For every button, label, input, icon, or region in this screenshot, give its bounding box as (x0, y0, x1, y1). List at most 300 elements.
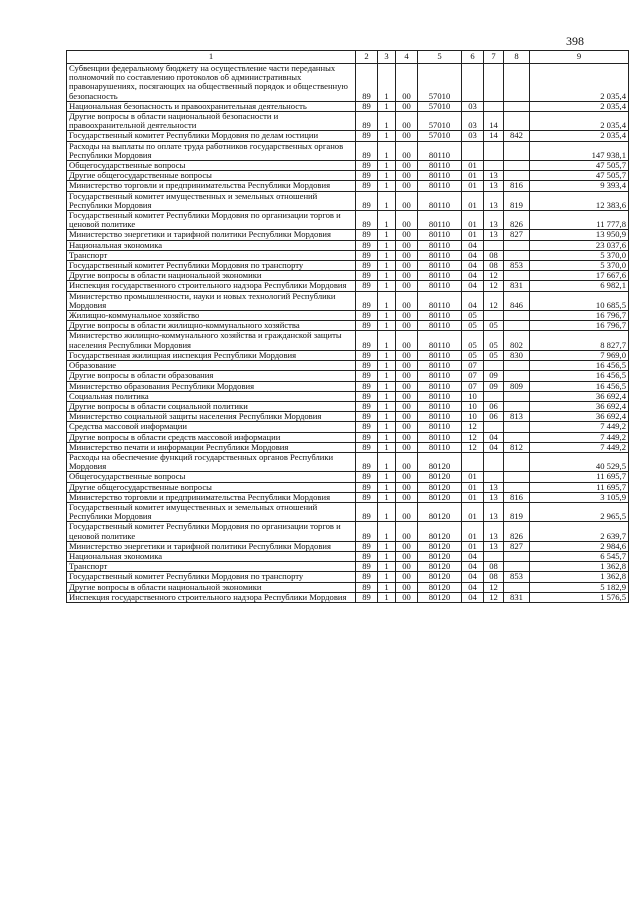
header-col-8: 8 (504, 51, 530, 64)
cell-col-5: 80120 (418, 482, 462, 492)
cell-col-7: 12 (484, 291, 504, 310)
cell-name: Государственный комитет Республики Мордовия по транспорту (67, 572, 356, 582)
header-col-4: 4 (396, 51, 418, 64)
cell-col-5: 80110 (418, 401, 462, 411)
cell-col-4: 00 (396, 240, 418, 250)
cell-col-3: 1 (378, 391, 396, 401)
cell-col-8 (504, 391, 530, 401)
cell-col-7: 04 (484, 432, 504, 442)
cell-name: Транспорт (67, 250, 356, 260)
cell-col-2: 89 (356, 502, 378, 521)
cell-col-7 (484, 311, 504, 321)
cell-col-3: 1 (378, 412, 396, 422)
cell-col-8: 831 (504, 592, 530, 602)
cell-col-8 (504, 551, 530, 561)
cell-col-5: 80110 (418, 211, 462, 230)
cell-col-4: 00 (396, 492, 418, 502)
table-row (67, 401, 629, 411)
cell-col-6: 10 (462, 412, 484, 422)
cell-col-4: 00 (396, 161, 418, 171)
cell-col-5: 57010 (418, 131, 462, 141)
cell-col-2: 89 (356, 541, 378, 551)
cell-col-5: 80110 (418, 141, 462, 160)
cell-col-5: 80120 (418, 452, 462, 471)
cell-col-7: 13 (484, 211, 504, 230)
cell-col-6: 04 (462, 250, 484, 260)
cell-col-8 (504, 64, 530, 102)
header-col-7: 7 (484, 51, 504, 64)
cell-col-4: 00 (396, 522, 418, 541)
cell-col-5: 80120 (418, 582, 462, 592)
cell-col-8: 819 (504, 502, 530, 521)
cell-col-7 (484, 240, 504, 250)
cell-col-6 (462, 141, 484, 160)
table-row (67, 562, 629, 572)
cell-amount: 3 105,9 (530, 492, 629, 502)
cell-col-5: 80120 (418, 562, 462, 572)
cell-amount: 23 037,6 (530, 240, 629, 250)
cell-col-4: 00 (396, 541, 418, 551)
cell-col-3: 1 (378, 482, 396, 492)
cell-amount: 17 667,6 (530, 271, 629, 281)
cell-col-6: 03 (462, 101, 484, 111)
cell-col-8: 802 (504, 331, 530, 350)
cell-col-3: 1 (378, 181, 396, 191)
cell-col-7: 12 (484, 281, 504, 291)
cell-col-2: 89 (356, 582, 378, 592)
cell-col-7 (484, 551, 504, 561)
cell-name: Субвенции федеральному бюджету на осуществление части переданных полномочий по составлению протоколов об административных правонарушениях, посягающих на общественный порядок и общественную безопасность (67, 64, 356, 102)
table-row (67, 371, 629, 381)
cell-col-5: 80110 (418, 432, 462, 442)
cell-col-2: 89 (356, 442, 378, 452)
cell-col-8: 809 (504, 381, 530, 391)
cell-col-8 (504, 311, 530, 321)
cell-name: Министерство энергетики и тарифной политики Республики Мордовия (67, 230, 356, 240)
table-row (67, 240, 629, 250)
cell-col-3: 1 (378, 191, 396, 210)
cell-col-6: 01 (462, 502, 484, 521)
cell-col-7: 08 (484, 250, 504, 260)
cell-amount: 5 370,0 (530, 250, 629, 260)
table-body (67, 64, 629, 603)
cell-col-4: 00 (396, 112, 418, 131)
table-row (67, 281, 629, 291)
cell-col-2: 89 (356, 240, 378, 250)
table-row (67, 291, 629, 310)
cell-amount: 10 685,5 (530, 291, 629, 310)
cell-col-6: 12 (462, 432, 484, 442)
cell-col-3: 1 (378, 112, 396, 131)
cell-col-2: 89 (356, 161, 378, 171)
cell-col-8 (504, 101, 530, 111)
cell-col-8: 826 (504, 211, 530, 230)
cell-col-3: 1 (378, 522, 396, 541)
cell-col-5: 57010 (418, 112, 462, 131)
cell-col-6: 01 (462, 492, 484, 502)
cell-col-6 (462, 64, 484, 102)
cell-col-7 (484, 101, 504, 111)
cell-col-7: 06 (484, 401, 504, 411)
cell-col-2: 89 (356, 412, 378, 422)
cell-col-7: 12 (484, 582, 504, 592)
cell-name: Другие вопросы в области национальной безопасности и правоохранительной деятельности (67, 112, 356, 131)
cell-col-2: 89 (356, 391, 378, 401)
cell-col-3: 1 (378, 541, 396, 551)
cell-col-5: 80110 (418, 422, 462, 432)
cell-col-8: 826 (504, 522, 530, 541)
cell-col-4: 00 (396, 412, 418, 422)
cell-name: Социальная политика (67, 391, 356, 401)
cell-amount: 11 695,7 (530, 472, 629, 482)
cell-col-5: 80120 (418, 472, 462, 482)
cell-col-5: 80110 (418, 291, 462, 310)
cell-name: Министерство социальной защиты населения Республики Мордовия (67, 412, 356, 422)
cell-col-6: 03 (462, 112, 484, 131)
cell-col-2: 89 (356, 321, 378, 331)
cell-name: Инспекция государственного строительного надзора Республики Мордовия (67, 281, 356, 291)
cell-col-7: 08 (484, 572, 504, 582)
cell-col-2: 89 (356, 281, 378, 291)
table-header-row (67, 51, 629, 64)
cell-col-5: 80110 (418, 171, 462, 181)
cell-col-8 (504, 401, 530, 411)
cell-amount: 5 182,9 (530, 582, 629, 592)
cell-col-6: 04 (462, 240, 484, 250)
cell-name: Инспекция государственного строительного надзора Республики Мордовия (67, 592, 356, 602)
cell-col-2: 89 (356, 64, 378, 102)
table-row (67, 321, 629, 331)
table-row (67, 472, 629, 482)
table-row (67, 250, 629, 260)
cell-col-4: 00 (396, 482, 418, 492)
cell-amount: 7 449,2 (530, 422, 629, 432)
cell-name: Жилищно-коммунальное хозяйство (67, 311, 356, 321)
cell-name: Расходы на обеспечение функций государственных органов Республики Мордовия (67, 452, 356, 471)
cell-name: Общегосударственные вопросы (67, 161, 356, 171)
table-row (67, 452, 629, 471)
table-row (67, 442, 629, 452)
cell-name: Национальная экономика (67, 240, 356, 250)
cell-col-6: 01 (462, 161, 484, 171)
cell-col-4: 00 (396, 502, 418, 521)
cell-col-6: 01 (462, 181, 484, 191)
cell-col-6: 01 (462, 482, 484, 492)
cell-col-8: 819 (504, 191, 530, 210)
cell-col-8 (504, 112, 530, 131)
cell-col-4: 00 (396, 281, 418, 291)
cell-amount: 36 692,4 (530, 401, 629, 411)
cell-col-3: 1 (378, 401, 396, 411)
table-row (67, 211, 629, 230)
cell-col-4: 00 (396, 131, 418, 141)
cell-col-4: 00 (396, 321, 418, 331)
cell-name: Государственный комитет Республики Мордовия по организации торгов и ценовой политике (67, 211, 356, 230)
cell-name: Национальная безопасность и правоохранительная деятельность (67, 101, 356, 111)
cell-col-8: 853 (504, 572, 530, 582)
cell-name: Министерство жилищно-коммунального хозяйства и гражданской защиты населения Республики Мордовия (67, 331, 356, 350)
cell-amount: 2 035,4 (530, 112, 629, 131)
cell-col-3: 1 (378, 582, 396, 592)
cell-col-3: 1 (378, 371, 396, 381)
cell-col-4: 00 (396, 361, 418, 371)
cell-name: Другие общегосударственные вопросы (67, 171, 356, 181)
cell-col-6: 05 (462, 331, 484, 350)
cell-col-7 (484, 361, 504, 371)
cell-col-8: 816 (504, 181, 530, 191)
cell-name: Другие общегосударственные вопросы (67, 482, 356, 492)
cell-col-4: 00 (396, 582, 418, 592)
table-row (67, 181, 629, 191)
cell-col-8: 827 (504, 541, 530, 551)
cell-col-5: 80120 (418, 572, 462, 582)
cell-name: Транспорт (67, 562, 356, 572)
cell-name: Государственный комитет имущественных и земельных отношений Республики Мордовия (67, 502, 356, 521)
cell-col-4: 00 (396, 472, 418, 482)
cell-col-4: 00 (396, 381, 418, 391)
table-row (67, 112, 629, 131)
cell-col-2: 89 (356, 361, 378, 371)
cell-col-4: 00 (396, 331, 418, 350)
cell-col-6: 04 (462, 562, 484, 572)
cell-col-6: 04 (462, 271, 484, 281)
table-row (67, 191, 629, 210)
table-row (67, 131, 629, 141)
cell-col-2: 89 (356, 271, 378, 281)
cell-col-5: 80110 (418, 350, 462, 360)
table-row (67, 592, 629, 602)
cell-col-7 (484, 161, 504, 171)
cell-col-4: 00 (396, 401, 418, 411)
cell-col-5: 80120 (418, 551, 462, 561)
cell-col-3: 1 (378, 311, 396, 321)
cell-amount: 8 827,7 (530, 331, 629, 350)
cell-col-6: 12 (462, 442, 484, 452)
cell-amount: 2 035,4 (530, 101, 629, 111)
cell-col-2: 89 (356, 112, 378, 131)
cell-amount: 5 370,0 (530, 261, 629, 271)
cell-col-2: 89 (356, 572, 378, 582)
cell-amount: 2 965,5 (530, 502, 629, 521)
cell-col-8: 812 (504, 442, 530, 452)
cell-col-7: 06 (484, 412, 504, 422)
cell-col-2: 89 (356, 482, 378, 492)
table-row (67, 361, 629, 371)
cell-name: Другие вопросы в области средств массовой информации (67, 432, 356, 442)
cell-col-4: 00 (396, 181, 418, 191)
cell-col-8: 853 (504, 261, 530, 271)
cell-col-3: 1 (378, 171, 396, 181)
cell-name: Другие вопросы в области жилищно-коммунального хозяйства (67, 321, 356, 331)
cell-col-2: 89 (356, 371, 378, 381)
cell-col-5: 80110 (418, 271, 462, 281)
cell-amount: 16 456,5 (530, 381, 629, 391)
cell-col-2: 89 (356, 181, 378, 191)
cell-col-5: 80110 (418, 371, 462, 381)
cell-amount: 16 456,5 (530, 361, 629, 371)
cell-col-6: 12 (462, 422, 484, 432)
cell-col-4: 00 (396, 551, 418, 561)
cell-col-4: 00 (396, 432, 418, 442)
cell-amount: 1 362,8 (530, 572, 629, 582)
cell-col-5: 80110 (418, 442, 462, 452)
cell-col-7: 05 (484, 350, 504, 360)
cell-col-4: 00 (396, 171, 418, 181)
cell-col-6: 04 (462, 261, 484, 271)
cell-col-2: 89 (356, 472, 378, 482)
cell-col-5: 80120 (418, 541, 462, 551)
cell-col-4: 00 (396, 562, 418, 572)
cell-col-5: 80110 (418, 161, 462, 171)
cell-name: Общегосударственные вопросы (67, 472, 356, 482)
cell-col-6: 07 (462, 381, 484, 391)
cell-col-7 (484, 391, 504, 401)
cell-col-7: 13 (484, 191, 504, 210)
cell-col-4: 00 (396, 422, 418, 432)
table-row (67, 492, 629, 502)
cell-col-6: 04 (462, 582, 484, 592)
cell-col-7 (484, 452, 504, 471)
cell-col-3: 1 (378, 211, 396, 230)
cell-col-2: 89 (356, 432, 378, 442)
table-row (67, 551, 629, 561)
cell-col-8: 842 (504, 131, 530, 141)
cell-col-7: 09 (484, 381, 504, 391)
cell-col-2: 89 (356, 452, 378, 471)
cell-col-2: 89 (356, 141, 378, 160)
cell-col-8: 827 (504, 230, 530, 240)
cell-name: Другие вопросы в области национальной экономики (67, 271, 356, 281)
cell-amount: 7 969,0 (530, 350, 629, 360)
cell-col-3: 1 (378, 381, 396, 391)
cell-amount: 2 984,6 (530, 541, 629, 551)
cell-col-6: 10 (462, 391, 484, 401)
cell-col-7: 05 (484, 331, 504, 350)
cell-col-2: 89 (356, 381, 378, 391)
cell-col-2: 89 (356, 592, 378, 602)
cell-col-3: 1 (378, 291, 396, 310)
cell-name: Государственная жилищная инспекция Республики Мордовия (67, 350, 356, 360)
header-col-2: 2 (356, 51, 378, 64)
cell-amount: 16 796,7 (530, 311, 629, 321)
cell-col-6: 04 (462, 592, 484, 602)
cell-col-6: 03 (462, 131, 484, 141)
cell-col-8: 831 (504, 281, 530, 291)
cell-col-6: 04 (462, 281, 484, 291)
cell-col-3: 1 (378, 64, 396, 102)
cell-col-5: 80110 (418, 381, 462, 391)
cell-col-6: 01 (462, 211, 484, 230)
cell-col-5: 80120 (418, 502, 462, 521)
cell-amount: 13 950,9 (530, 230, 629, 240)
cell-col-3: 1 (378, 281, 396, 291)
cell-name: Министерство торговли и предпринимательства Республики Мордовия (67, 492, 356, 502)
cell-col-6: 01 (462, 191, 484, 210)
budget-table (66, 50, 629, 603)
cell-amount: 1 362,8 (530, 562, 629, 572)
cell-col-4: 00 (396, 442, 418, 452)
cell-col-2: 89 (356, 291, 378, 310)
cell-col-6: 05 (462, 350, 484, 360)
cell-col-8 (504, 171, 530, 181)
cell-col-7: 13 (484, 171, 504, 181)
cell-col-6: 01 (462, 522, 484, 541)
cell-col-2: 89 (356, 522, 378, 541)
cell-col-5: 57010 (418, 64, 462, 102)
cell-col-8 (504, 250, 530, 260)
table-row (67, 331, 629, 350)
cell-name: Министерство энергетики и тарифной политики Республики Мордовия (67, 541, 356, 551)
cell-col-5: 80110 (418, 191, 462, 210)
cell-col-2: 89 (356, 350, 378, 360)
cell-col-3: 1 (378, 250, 396, 260)
cell-col-5: 80110 (418, 321, 462, 331)
cell-amount: 16 796,7 (530, 321, 629, 331)
cell-col-8 (504, 371, 530, 381)
table-row (67, 101, 629, 111)
cell-col-4: 00 (396, 311, 418, 321)
cell-name: Государственный комитет Республики Мордовия по транспорту (67, 261, 356, 271)
cell-col-8 (504, 472, 530, 482)
cell-col-7: 13 (484, 502, 504, 521)
cell-col-2: 89 (356, 422, 378, 432)
cell-col-5: 80120 (418, 492, 462, 502)
cell-amount: 12 383,6 (530, 191, 629, 210)
cell-col-6: 10 (462, 401, 484, 411)
cell-col-7: 13 (484, 541, 504, 551)
cell-name: Другие вопросы в области социальной политики (67, 401, 356, 411)
cell-col-8: 846 (504, 291, 530, 310)
cell-col-6: 01 (462, 171, 484, 181)
cell-col-6: 05 (462, 321, 484, 331)
cell-col-7: 13 (484, 230, 504, 240)
cell-col-8 (504, 141, 530, 160)
cell-name: Средства массовой информации (67, 422, 356, 432)
cell-col-5: 80110 (418, 230, 462, 240)
cell-col-3: 1 (378, 361, 396, 371)
table-row (67, 522, 629, 541)
cell-col-7: 13 (484, 522, 504, 541)
table-row (67, 161, 629, 171)
cell-col-5: 80110 (418, 240, 462, 250)
cell-col-6: 01 (462, 472, 484, 482)
cell-col-3: 1 (378, 131, 396, 141)
cell-col-2: 89 (356, 171, 378, 181)
cell-col-2: 89 (356, 211, 378, 230)
cell-name: Министерство печати и информации Республики Мордовия (67, 442, 356, 452)
table-row (67, 381, 629, 391)
cell-col-3: 1 (378, 101, 396, 111)
cell-col-2: 89 (356, 250, 378, 260)
cell-col-3: 1 (378, 161, 396, 171)
cell-col-4: 00 (396, 572, 418, 582)
cell-col-2: 89 (356, 551, 378, 561)
cell-col-6: 05 (462, 311, 484, 321)
cell-col-3: 1 (378, 230, 396, 240)
table-row (67, 582, 629, 592)
cell-amount: 2 035,4 (530, 131, 629, 141)
table-row (67, 502, 629, 521)
cell-col-7: 13 (484, 181, 504, 191)
cell-col-8 (504, 161, 530, 171)
cell-col-3: 1 (378, 502, 396, 521)
cell-col-4: 00 (396, 350, 418, 360)
cell-name: Образование (67, 361, 356, 371)
cell-col-5: 80110 (418, 391, 462, 401)
cell-col-7: 12 (484, 271, 504, 281)
table-row (67, 432, 629, 442)
table-row (67, 350, 629, 360)
